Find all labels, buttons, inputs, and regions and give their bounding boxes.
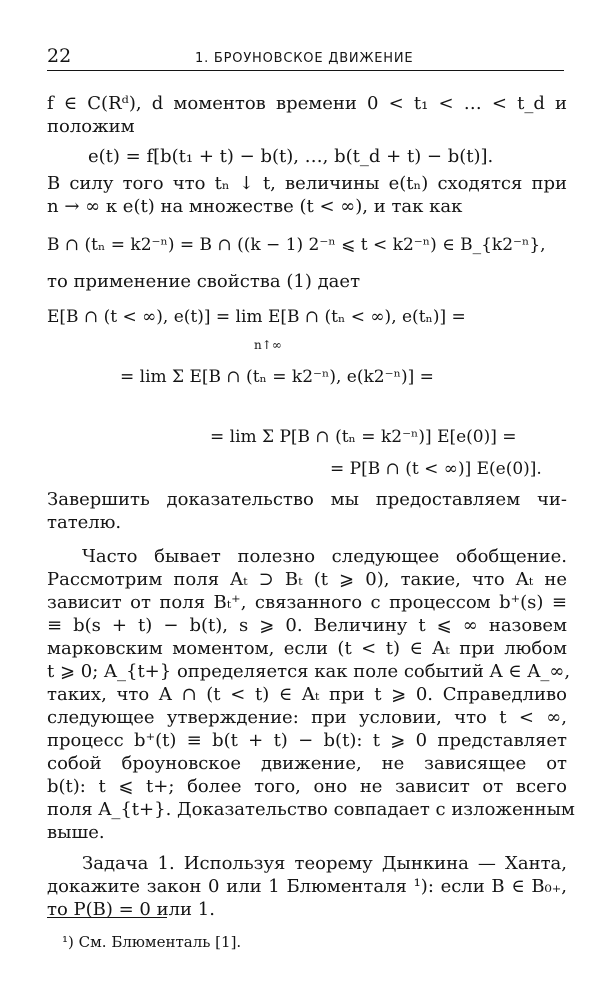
text-line: докажите закон 0 или 1 Блюменталя ¹): если B ∈ B₀₊, — [47, 876, 567, 897]
text-line: тателю. — [47, 512, 122, 533]
text-line: b(t): t ⩽ t+; более того, оно не зависит от всего — [47, 776, 567, 797]
equation: E[B ∩ (t < ∞), e(t)] = lim E[B ∩ (tₙ < ∞), e(tₙ)] = — [47, 307, 466, 327]
text-line: выше. — [47, 822, 105, 843]
text-line: Рассмотрим поля Aₜ ⊃ Bₜ (t ⩾ 0), такие, что Aₜ не — [47, 569, 567, 590]
equation: = lim Σ P[B ∩ (tₙ = k2⁻ⁿ)] E[e(0)] = — [210, 427, 517, 447]
text-line: ≡ b(s + t) − b(t), s ⩾ 0. Величину t ⩽ ∞ назовем — [47, 615, 567, 636]
header-rule — [47, 70, 564, 71]
text-line: t ⩾ 0; A_{t+} определяется как поле событий A ∈ A_∞, — [47, 661, 571, 682]
text-line: положим — [47, 116, 135, 137]
footnote-rule — [47, 917, 167, 918]
equation: = lim Σ E[B ∩ (tₙ = k2⁻ⁿ), e(k2⁻ⁿ)] = — [120, 367, 434, 387]
text-line: Часто бывает полезно следующее обобщение. — [82, 546, 567, 567]
text-line: процесс b⁺(t) ≡ b(t + t) − b(t): t ⩾ 0 представляет — [47, 730, 567, 751]
text-line: марковским моментом, если (t < t) ∈ Aₜ при любом — [47, 638, 567, 659]
equation: B ∩ (tₙ = k2⁻ⁿ) = B ∩ ((k − 1) 2⁻ⁿ ⩽ t < k2⁻ⁿ) ∈ B_{k2⁻ⁿ}, — [47, 235, 546, 255]
text-line: поля A_{t+}. Доказательство совпадает с изложенным — [47, 799, 575, 820]
footnote: ¹) См. Блюменталь [1]. — [62, 933, 242, 951]
text-line: f ∈ C(Rᵈ), d моментов времени 0 < t₁ < … < t_d и — [47, 93, 567, 114]
text-line: собой броуновское движение, не зависящее от — [47, 753, 567, 774]
text-line: таких, что A ∩ (t < t) ∈ Aₜ при t ⩾ 0. Справедливо — [47, 684, 567, 705]
text-line: Завершить доказательство мы предоставляем чи- — [47, 489, 567, 510]
page-header — [47, 44, 564, 70]
text-line: зависит от поля Bₜ⁺, связанного с процессом b⁺(s) ≡ — [47, 592, 567, 613]
equation: = P[B ∩ (t < ∞)] E(e(0)]. — [330, 459, 542, 479]
equation: e(t) = f[b(t₁ + t) − b(t), …, b(t_d + t) − b(t)]. — [88, 146, 494, 167]
text-line: В силу того что tₙ ↓ t, величины e(tₙ) сходятся при — [47, 173, 567, 194]
running-title: 1. БРОУНОВСКОЕ ДВИЖЕНИЕ — [195, 51, 414, 66]
page-number: 22 — [47, 45, 72, 67]
limit-subscript: n↑∞ — [254, 338, 282, 352]
problem-heading: Задача 1. Используя теорему Дынкина — Ханта, — [82, 853, 567, 874]
text-line: то P(B) = 0 или 1. — [47, 899, 215, 920]
text-line: следующее утверждение: при условии, что t < ∞, — [47, 707, 567, 728]
text-line: n → ∞ к e(t) на множестве (t < ∞), и так как — [47, 196, 463, 217]
text-line: то применение свойства (1) дает — [47, 271, 361, 292]
